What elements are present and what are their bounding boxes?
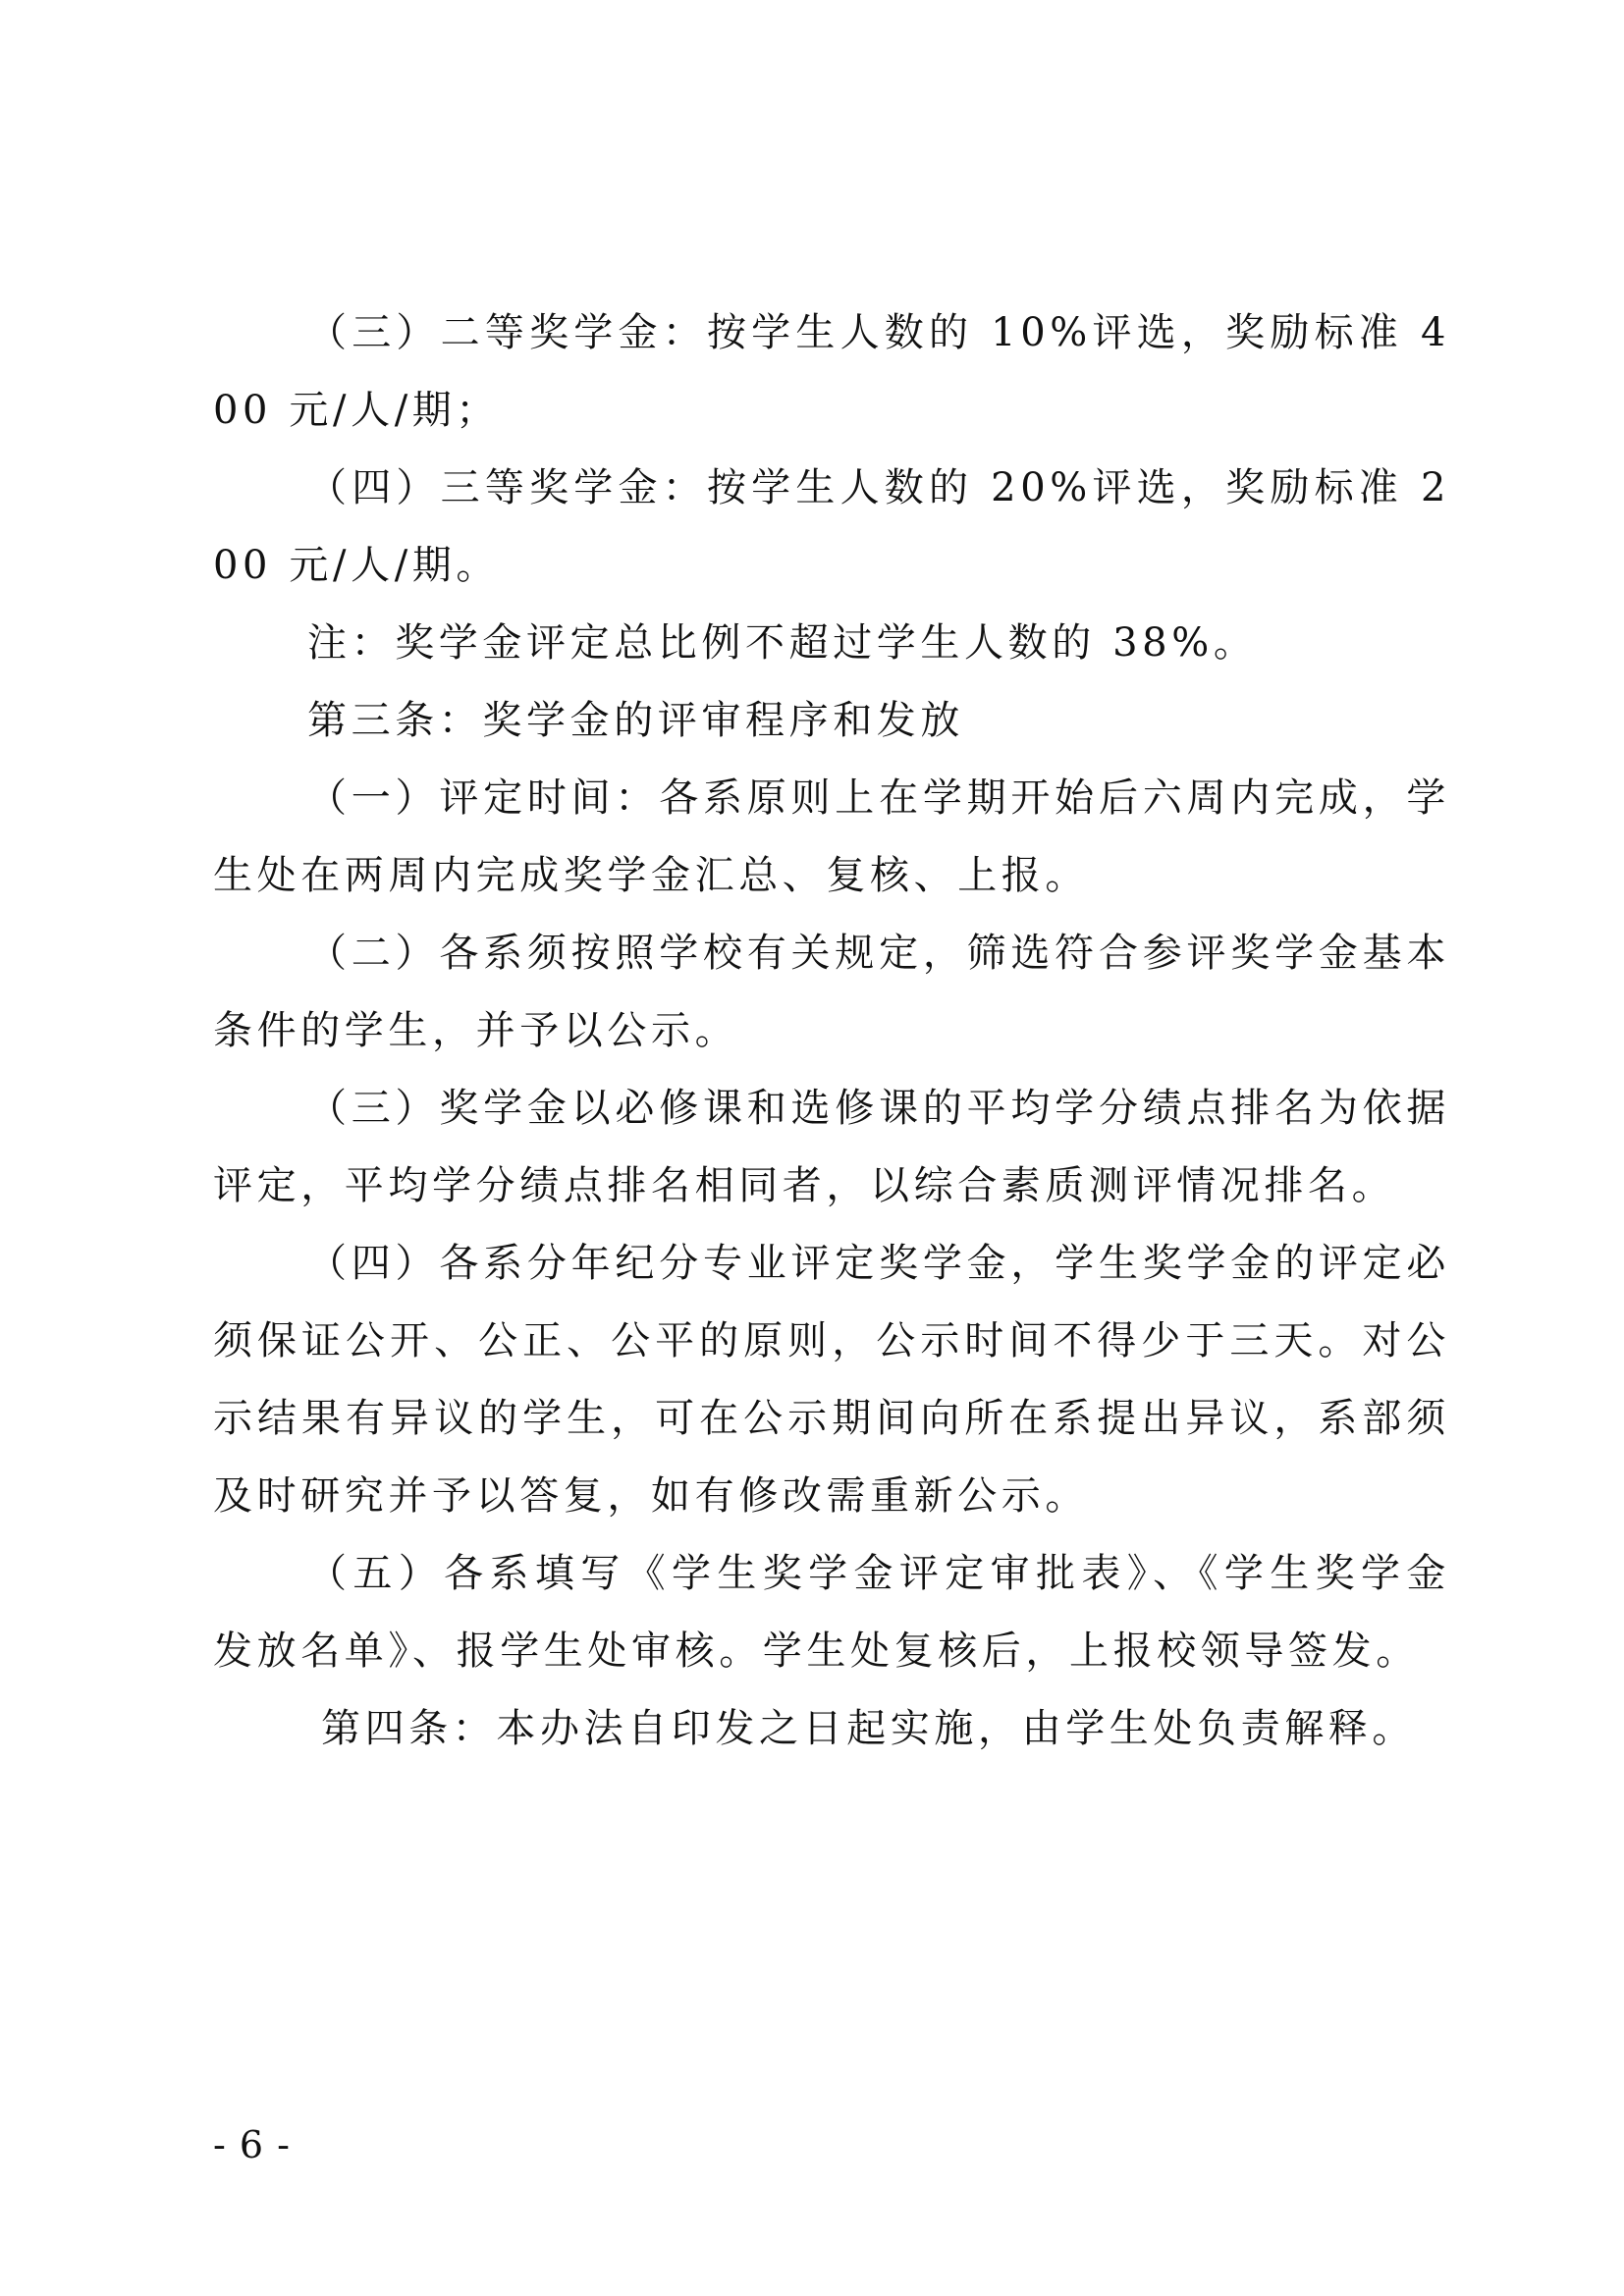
paragraph-forms: （五）各系填写《学生奖学金评定审批表》、《学生奖学金发放名单》、报学生处审核。学生处复核后，上报校领导签发。 <box>213 1551 1450 1674</box>
article-four: 第四条：本办法自印发之日起实施，由学生处负责解释。 <box>321 1706 1416 1751</box>
paragraph-evaluation-time: （一）评定时间：各系原则上在学期开始后六周内完成，学生处在两周内完成奖学金汇总、复核、上报。 <box>213 775 1450 898</box>
document-body <box>213 294 1450 1768</box>
paragraph-gpa-ranking: （三）奖学金以必修课和选修课的平均学分绩点排名为依据评定，平均学分绩点排名相同者，以综合素质测评情况排名。 <box>213 1086 1450 1208</box>
paragraph-note: 注：奖学金评定总比例不超过学生人数的 38%。 <box>307 620 1258 666</box>
paragraph-publicity: （四）各系分年纪分专业评定奖学金，学生奖学金的评定必须保证公开、公正、公平的原则，公示时间不得少于三天。对公示结果有异议的学生，可在公示期间向所在系提出异议，系部须及时研究并予以答复，如有修改需重新公示。 <box>213 1241 1450 1519</box>
page-number: - 6 - <box>213 2123 292 2166</box>
article-three-heading: 第三条：奖学金的评审程序和发放 <box>307 698 964 743</box>
paragraph-screening: （二）各系须按照学校有关规定，筛选符合参评奖学金基本条件的学生，并予以公示。 <box>213 931 1450 1053</box>
paragraph-third-prize: （四）三等奖学金：按学生人数的 20%评选，奖励标准 200 元/人/期。 <box>213 465 1450 588</box>
paragraph-second-prize: （三）二等奖学金：按学生人数的 10%评选，奖励标准 400 元/人/期； <box>213 310 1450 433</box>
